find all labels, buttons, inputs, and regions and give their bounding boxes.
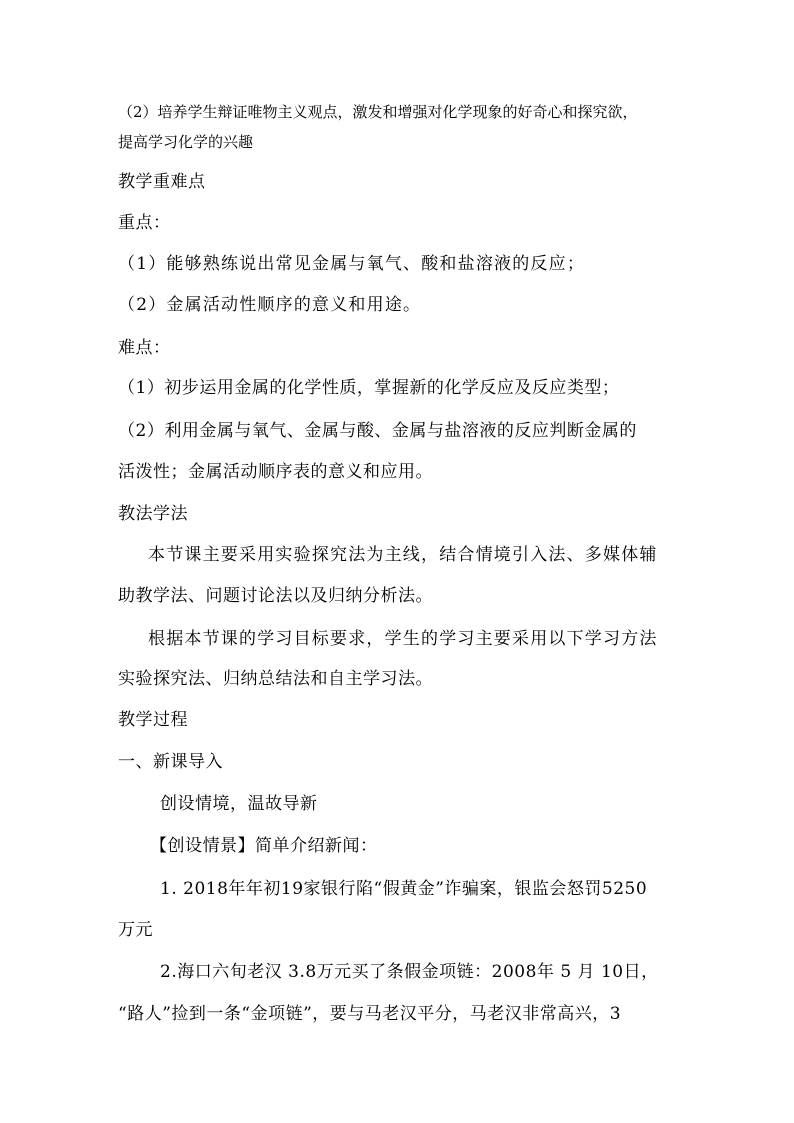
key-point-1: （1）能够熟练说出常见金属与氧气、酸和盐溶液的反应； [118, 254, 586, 274]
methods-para-2-line-2: 实验探究法、归纳总结法和自主学习法。 [118, 669, 433, 689]
methods-para-1-line-2: 助教学法、问题讨论法以及归纳分析法。 [118, 586, 433, 606]
difficult-point-1: （1）初步运用金属的化学性质，掌握新的化学反应及反应类型； [118, 378, 620, 398]
key-points-label: 重点： [118, 213, 171, 233]
news-1-line-2: 万元 [118, 920, 153, 940]
section-1-title: 一、新课导入 [118, 752, 223, 772]
difficult-points-label: 难点： [118, 338, 171, 358]
section-1-subtitle: 创设情境，温故导新 [160, 794, 318, 814]
news-2-line-1: 2.海口六旬老汉 3.8万元买了条假金项链：2008年 5 月 10日， [160, 962, 659, 982]
methods-para-1-line-1: 本节课主要采用实验探究法为主线，结合情境引入法、多媒体辅 [148, 545, 658, 565]
key-point-2: （2）金属活动性顺序的意义和用途。 [118, 295, 422, 315]
objective-item-2-line-1: （2）培养学生辩证唯物主义观点，激发和增强对化学现象的好奇心和探究欲， [118, 103, 638, 121]
difficult-point-2-line-1: （2）利用金属与氧气、金属与酸、金属与盐溶液的反应判断金属的 [118, 421, 637, 441]
heading-key-difficult: 教学重难点 [118, 172, 206, 192]
objective-item-2-line-2: 提高学习化学的兴趣 [118, 133, 254, 151]
methods-para-2-line-1: 根据本节课的学习目标要求，学生的学习主要采用以下学习方法 [148, 629, 658, 649]
scenario-intro: 【创设情景】简单介绍新闻： [150, 836, 378, 856]
difficult-point-2-line-2: 活泼性；金属活动顺序表的意义和应用。 [118, 462, 433, 482]
news-1-line-1: 1. 2018年年初19家银行陷“假黄金”诈骗案，银监会怒罚5250 [160, 879, 648, 899]
heading-methods: 教法学法 [118, 504, 188, 524]
news-2-line-2: “路人”捡到一条“金项链”，要与马老汉平分，马老汉非常高兴，3 [118, 1004, 622, 1024]
heading-process: 教学过程 [118, 710, 188, 730]
